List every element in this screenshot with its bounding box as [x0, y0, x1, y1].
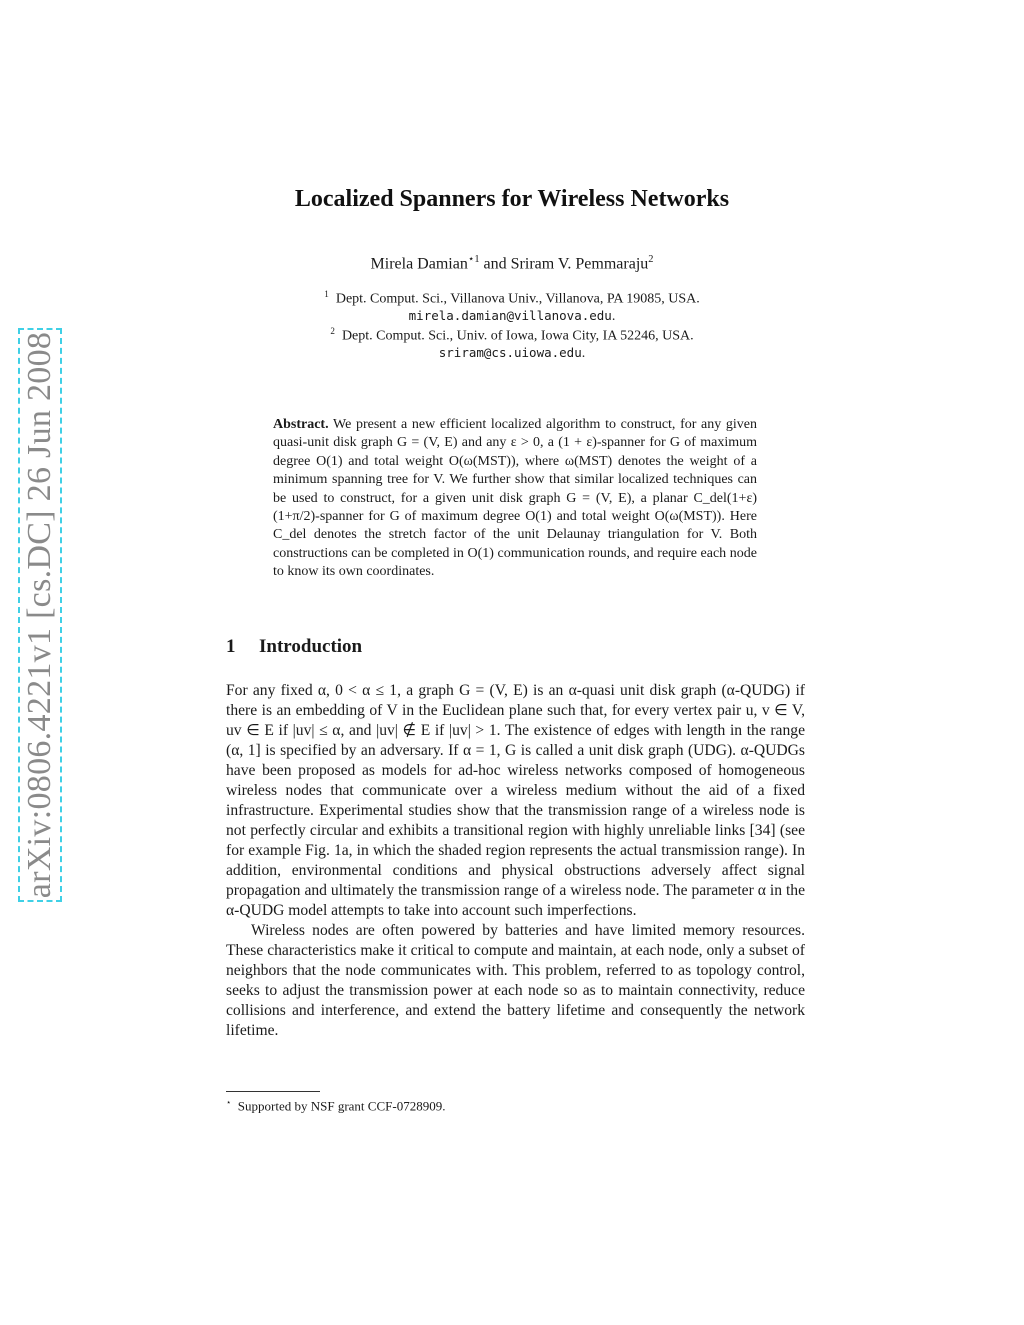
- affiliation-2: [0, 326, 1024, 345]
- footnote: [226, 1097, 445, 1114]
- author-line: [0, 253, 1024, 273]
- abstract-label: Abstract.: [273, 417, 329, 432]
- affiliation-1-mark: 1: [324, 289, 329, 299]
- author-1-marks: ⋆1: [467, 254, 480, 265]
- affiliation-1-email-line: mirela.damian@villanova.edu.: [408, 308, 616, 324]
- affiliation-2-dept: Dept. Comput. Sci., Univ. of Iowa, Iowa City, IA 52246, USA.: [341, 328, 694, 344]
- affiliation-1-dept: Dept. Comput. Sci., Villanova Univ., Villanova, PA 19085, USA.: [335, 291, 700, 307]
- affiliation-2-email-line: sriram@cs.uiowa.edu.: [438, 345, 586, 361]
- paragraph-1: For any fixed α, 0 < α ≤ 1, a graph G = (V, E) is an α-quasi unit disk graph (α-QUDG) if there is an embedding of V in the Euclidean plane such that, for every vertex pair u, v ∈ V, uv ∈ E if |uv| ≤ α, and |uv| ∉ E if |uv| > 1. The existence of edges with length in the range (α, 1] is specified by an adversary. If α = 1, G is called a unit disk graph (UDG). α-QUDGs have been proposed as models for ad-hoc wireless networks composed of homogeneous wireless nodes that communicate over a wireless medium without the aid of a fixed infrastructure. Experimental studies show that the transmission range of a wireless node is not perfectly circular and exhibits a transitional region with highly unreliable links [34] (see for example Fig. 1a, in which the shaded region represents the actual transmission range). In addition, environmental conditions and physical obstructions adversely affect signal propagation and ultimately the transmission range of a wireless node. The parameter α in the α-QUDG model attempts to take into account such imperfections.: [226, 682, 805, 919]
- section-title: Introduction: [259, 636, 363, 657]
- abstract-text: We present a new efficient localized algorithm to construct, for any given quasi-unit disk graph G = (V, E) and any ε > 0, a (1 + ε)-spanner for G of maximum degree O(1) and total weight O(ω(MST)), where ω(MST) denotes the weight of a minimum spanning tree for V. We further show that similar localized techniques can be used to construct, for a given unit disk graph G = (V, E), a planar C_del(1+ε)(1+π/2)-spanner for G of maximum degree O(1) and total weight O(ω(MST)). Here C_del denotes the stretch factor of the unit Delaunay triangulation for V. Both constructions can be completed in O(1) communication rounds, and require each node to know its own coordinates.: [273, 417, 757, 580]
- footnote-rule: [226, 1091, 320, 1092]
- author-2: Sriram V. Pemmaraju: [510, 255, 649, 273]
- paper-title: Localized Spanners for Wireless Networks: [294, 186, 730, 212]
- affiliation-2-mark: 2: [330, 326, 335, 336]
- author-2-marks: 2: [648, 254, 654, 265]
- section-number: 1: [226, 636, 236, 657]
- affiliation-1-email[interactable]: mirela.damian@villanova.edu: [408, 308, 612, 323]
- author-1: Mirela Damian: [370, 255, 468, 273]
- abstract: [273, 416, 757, 582]
- paragraph-2: Wireless nodes are often powered by batteries and have limited memory resources. These characteristics make it critical to compute and maintain, at each node, only a subset of neighbors that the node communicates with. This problem, referred to as topology control, seeks to adjust the transmission power at each node so as to maintain connectivity, reduce collisions and interference, and extend the battery lifetime and consequently the network lifetime.: [226, 922, 805, 1039]
- author-conj: and: [479, 255, 511, 273]
- intro-body: [226, 681, 805, 1041]
- affiliation-1: [0, 289, 1024, 308]
- section-heading: [226, 636, 362, 658]
- footnote-text: Supported by NSF grant CCF-0728909.: [237, 1098, 446, 1114]
- arxiv-stamp: [18, 328, 62, 902]
- arxiv-id: arXiv:0806.4221v1 [cs.DC] 26 Jun 2008: [21, 331, 58, 899]
- affiliation-2-email[interactable]: sriram@cs.uiowa.edu: [438, 345, 582, 360]
- footnote-mark: ⋆: [226, 1097, 232, 1107]
